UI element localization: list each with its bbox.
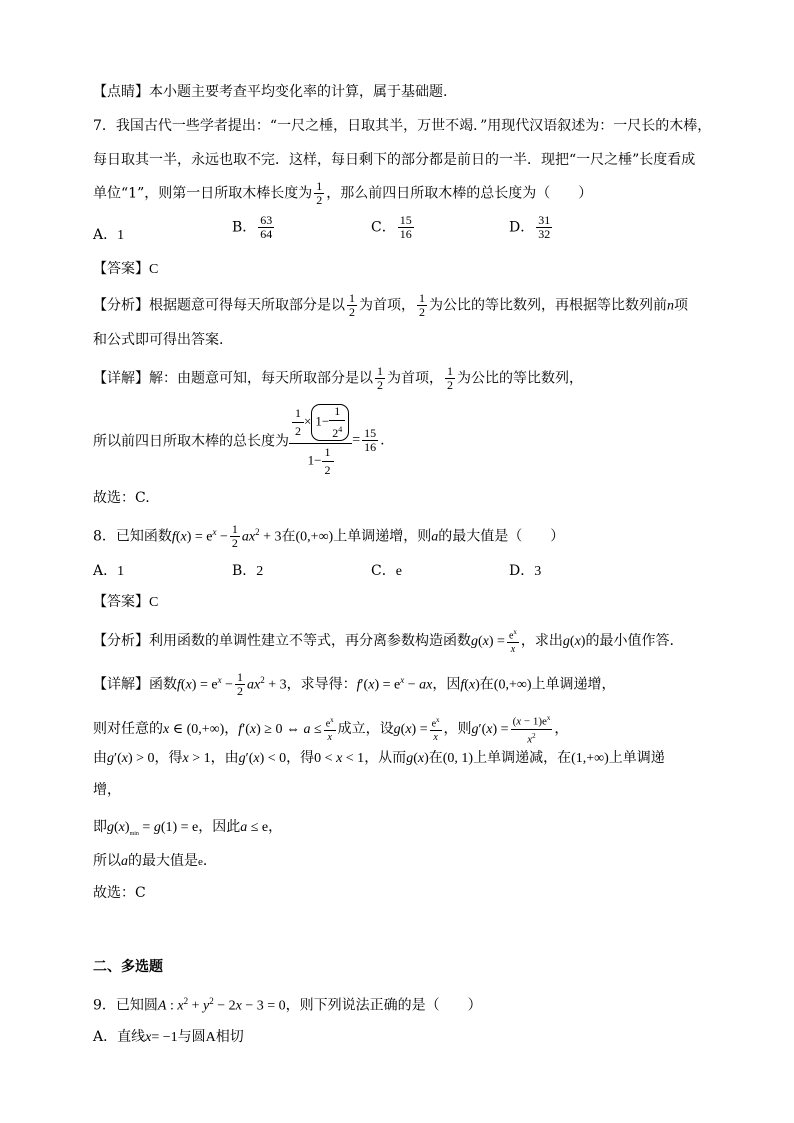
q8-detail3h: 上单调递 <box>608 750 665 766</box>
q7-option-c-num: 15 <box>399 213 412 227</box>
q7-conclusion: 故选：C. <box>93 490 150 506</box>
q8-detail6a: 所以 <box>93 853 121 869</box>
q7-option-b-den: 64 <box>260 227 273 241</box>
q8-detail-line6: 所以a的最大值是e. <box>93 853 208 869</box>
q7-sum-result <box>362 427 378 454</box>
q8-analysis-a: 利用函数的单调性建立不等式，再分离参数构造函数 <box>149 633 471 650</box>
q7-stem-line2: 每日取其一半，永远也取不完．这样，每日剩下的部分都是前日的一半．现把“一尺之棰”长度看成 <box>93 152 696 168</box>
q8-detail3g: 上单调递减，在 <box>473 750 572 766</box>
q8-detail6c: e <box>198 856 203 868</box>
q8-detail1d: 在 <box>479 676 494 693</box>
q7-option-d[interactable] <box>509 214 554 241</box>
q8-stem: 8．已知函数$f(x) = e^x$ − $\frac{1}{2}$ $ax^2 + 3$在(0,+∞)上单调递增，则a的最大值是（ ） <box>93 522 565 551</box>
q7-analysis-line2: 和公式即可得出答案. <box>93 332 224 348</box>
q8-detail5a: 即 <box>93 819 107 835</box>
q7-detail-b: 为首项， <box>387 370 443 387</box>
q7-sum-formula: $\frac{1}{2}$ × 1− $\frac{1}{2^4}$ 1− $\frac{1}{2}$ <box>289 404 352 477</box>
q8-option-c-label: C． <box>371 563 396 579</box>
q7-detail-a: 解：由题意可知，每天所取部分是以 <box>149 370 373 387</box>
q7-analysis-n: n <box>667 298 674 314</box>
q7-option-d-fraction <box>536 214 552 241</box>
q7-option-b[interactable] <box>232 214 276 241</box>
q8-option-a[interactable] <box>93 560 124 580</box>
q7-option-a[interactable] <box>93 224 124 244</box>
q8-stem-c: 上单调递增，则 <box>333 528 432 545</box>
q8-conclusion: 故选：C <box>93 885 146 901</box>
q8-detail1e: 上单调递增， <box>531 676 616 693</box>
q7-sum-text: 所以前四日所取木棒的总长度为 <box>93 433 289 450</box>
q8-detail3f: 在 <box>428 750 443 766</box>
q7-stem-line1: 7．我国古代一些学者提出：“一尺之棰，日取其半，万世不竭．”用现代汉语叙述为：一尺长的木棒， <box>93 118 712 134</box>
q8-answer-tag: 【答案】 <box>93 594 149 610</box>
q9-stem-a: 9．已知圆 <box>93 997 158 1014</box>
q7-option-d-label: D． <box>509 219 535 236</box>
q7-answer-tag: 【答案】 <box>93 261 149 277</box>
q8-option-a-value: 1 <box>117 564 125 579</box>
q7-option-c-den: 16 <box>399 227 412 241</box>
q8-option-c-value: e <box>395 564 402 579</box>
q8-analysis: 【分析】利用函数的单调性建立不等式，再分离参数构造函数g(x) = $\frac{e^x}{x}$ ，求出g(x)的最小值作答. <box>93 628 674 656</box>
q8-stem-d: 的最大值是（ ） <box>438 528 565 545</box>
q8-detail3d: ，得 <box>286 750 315 766</box>
q8-detail5b: ，因此 <box>198 819 241 835</box>
q7-stem-line3a: 单位“1”，则第一日所取木棒长度为 <box>93 185 313 202</box>
q8-detail-line4: 增， <box>93 782 121 798</box>
q8-answer <box>93 592 158 613</box>
q7-sum-result-den: 16 <box>364 440 377 454</box>
q8-analysis-tag: 【分析】 <box>93 633 149 650</box>
dianjing-paragraph <box>93 82 447 102</box>
q8-detail3e: ，从而 <box>364 750 407 766</box>
q8-analysis-b: ，求出 <box>520 633 563 650</box>
q8-detail3c: ，由 <box>210 750 239 766</box>
q7-detail-c: 为公比的等比数列， <box>457 370 583 387</box>
q8-analysis-c: 的最小值作答. <box>585 633 674 650</box>
q7-option-c-fraction <box>398 214 414 241</box>
q8-detail-line1: 【详解】函数$f(x) = e^x$ − $\frac{1}{2}$ $ax^2 + 3$，求导得：$f'(x) = e^x$ − ax，因f(x)在(0,+∞)上单调递增， <box>93 670 616 699</box>
q8-option-d-label: D． <box>509 563 535 579</box>
q8-detail3a: 由 <box>93 750 107 766</box>
q7-detail-tag: 【详解】 <box>93 370 149 387</box>
q7-option-c-label: C． <box>371 219 396 236</box>
q7-option-a-label: A． <box>93 227 118 243</box>
q7-analysis-tag: 【分析】 <box>93 297 149 314</box>
q7-detail-line1 <box>93 365 583 392</box>
q7-sum-result-num: 15 <box>364 426 377 440</box>
q7-analysis-ratio: $\frac{1}{2}$ <box>419 291 425 319</box>
q7-stem-line3b: ，那么前四日所取木棒的总长度为（ ） <box>326 185 593 202</box>
q7-option-c[interactable] <box>371 214 416 241</box>
dianjing-tag: 【点睛】 <box>93 84 149 100</box>
q8-option-d[interactable] <box>509 560 541 580</box>
q7-option-d-num: 31 <box>538 213 551 227</box>
q7-analysis-a: 根据题意可得每天所取部分是以 <box>149 297 345 314</box>
q8-detail2a: 则对任意的 <box>93 721 163 738</box>
q7-detail-first-term: $\frac{1}{2}$ <box>377 364 383 392</box>
q8-detail1a: 函数 <box>149 676 177 693</box>
q7-answer-value: C <box>149 262 159 277</box>
q8-option-d-value: 3 <box>534 564 542 579</box>
q7-half-fraction: $\frac{1}{2}$ <box>316 179 323 207</box>
q8-detail3b: ，得 <box>154 750 183 766</box>
q9-option-a-text3: 相切 <box>215 1029 244 1045</box>
q7-detail-ratio: $\frac{1}{2}$ <box>447 364 453 392</box>
q8-detail1c: ，因 <box>432 676 461 693</box>
q8-detail1b: ，求导得： <box>286 676 357 693</box>
q9-option-a[interactable]: A．直线x= −1与圆A相切 <box>93 1029 244 1045</box>
q8-option-a-label: A． <box>93 563 118 579</box>
section-title-multiple-choice: 二、多选题 <box>93 959 163 975</box>
q7-answer <box>93 259 158 280</box>
q7-stem-line3 <box>93 180 592 207</box>
q7-analysis-first-term: $\frac{1}{2}$ <box>349 291 355 319</box>
q8-stem-b: 在 <box>281 528 296 545</box>
q8-option-b-label: B． <box>232 563 257 579</box>
q8-detail-line5: 即$g(x)_{min} = g(1) = e$，因此a ≤ e， <box>93 819 283 837</box>
q8-option-b-value: 2 <box>256 564 264 579</box>
q8-answer-value: C <box>149 595 159 610</box>
q8-detail-line2: 则对任意的x ∈ (0,+∞)，f′(x) ≥ 0 ⇔ a ≤ $\frac{e^x}{x}$ 成立，设g(x) = $\frac{e^x}{x}$ ，则g′(x) = $\frac{(x - 1)e^x}{x^2}$ ， <box>93 714 569 746</box>
q7-option-d-den: 32 <box>538 227 551 241</box>
q7-analysis-b: 为首项， <box>359 297 415 314</box>
q8-detail2b: 成立，设 <box>337 721 394 738</box>
q7-option-b-fraction <box>258 214 274 241</box>
q9-stem-b: ，则下列说法正确的是（ ） <box>285 997 482 1014</box>
q8-detail6b: 的最大值是 <box>128 853 198 869</box>
q7-option-b-label: B． <box>232 219 257 236</box>
q7-analysis-line1 <box>93 292 688 319</box>
q7-analysis-d: 项 <box>674 297 688 314</box>
q9-stem: 9．已知圆A : $x^2 + y^2 - 2x - 3 = 0$，则下列说法正确的是（ ） <box>93 996 482 1014</box>
q7-option-b-num: 63 <box>260 213 273 227</box>
q7-analysis-c: 为公比的等比数列，再根据等比数列前 <box>429 297 667 314</box>
q8-stem-a: 8．已知函数 <box>93 528 172 545</box>
q8-detail-tag: 【详解】 <box>93 676 149 693</box>
q8-detail-line3: 由g′(x) > 0，得x > 1，由g′(x) < 0，得0 < x < 1，从而g(x)在(0, 1)上单调递减，在(1,+∞)上单调递 <box>93 750 665 766</box>
dianjing-text: 本小题主要考查平均变化率的计算，属于基础题. <box>149 84 448 100</box>
q7-option-a-value: 1 <box>117 228 125 243</box>
q8-option-b[interactable] <box>232 560 263 580</box>
q8-detail2c: ，则 <box>443 721 472 738</box>
q8-option-c[interactable] <box>371 560 402 580</box>
q9-option-a-text2: 与圆 <box>177 1029 206 1045</box>
q9-option-a-text1: A．直线 <box>93 1029 146 1045</box>
q7-sum-line: 所以前四日所取木棒的总长度为 $\frac{1}{2}$ × 1− $\frac{1}{2^4}$ 1− $\frac{1}{2}$ = $\frac{15}{16}$ . <box>93 404 385 477</box>
